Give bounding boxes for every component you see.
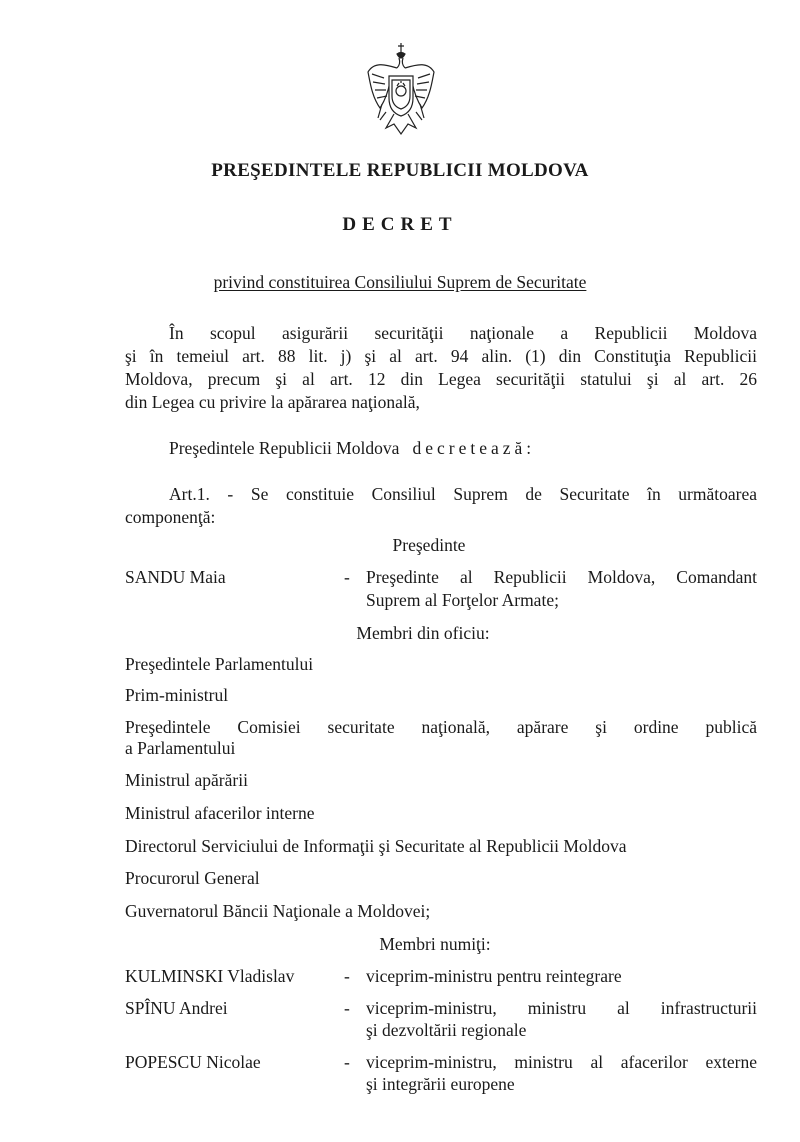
decree-word: decretează: bbox=[412, 438, 536, 458]
member-role: şi dezvoltării regionale bbox=[366, 1020, 527, 1040]
preamble-line: din Legea cu privire la apărarea naţională, bbox=[125, 392, 420, 412]
member-name: POPESCU Nicolae bbox=[125, 1052, 261, 1072]
decree-statement bbox=[169, 438, 535, 459]
ex-officio-heading-text: Membri din oficiu: bbox=[356, 623, 490, 643]
list-item: Preşedintele Comisiei securitate naţională, apărare şi ordine publică bbox=[125, 717, 757, 737]
member-role: viceprim-ministru, ministru al infrastructurii bbox=[366, 998, 757, 1018]
president-dash: - bbox=[344, 567, 350, 587]
decree-subject-text: privind constituirea Consiliului Suprem de Securitate bbox=[213, 272, 587, 292]
appointed-heading-text: Membri numiţi: bbox=[379, 934, 491, 954]
list-item: Preşedintele Parlamentului bbox=[125, 654, 314, 674]
document-type-heading: DECRET bbox=[342, 214, 458, 235]
preamble-line: şi în temeiul art. 88 lit. j) şi al art. 94 alin. (1) din Constituţia Republicii bbox=[125, 346, 757, 366]
list-item: a Parlamentului bbox=[125, 738, 236, 758]
moldova-coat-of-arms-icon bbox=[364, 42, 438, 138]
list-item: Prim-ministrul bbox=[125, 685, 229, 705]
member-dash: - bbox=[344, 966, 350, 986]
member-name: SPÎNU Andrei bbox=[125, 998, 228, 1018]
member-dash: - bbox=[344, 998, 350, 1018]
list-item: Ministrul afacerilor interne bbox=[125, 803, 315, 823]
president-heading bbox=[125, 535, 757, 556]
president-role: Suprem al Forţelor Armate; bbox=[366, 590, 559, 610]
list-item: Procurorul General bbox=[125, 868, 260, 888]
member-role: şi integrării europene bbox=[366, 1074, 515, 1094]
member-name: KULMINSKI Vladislav bbox=[125, 966, 295, 986]
appointed-heading bbox=[125, 934, 757, 955]
preamble-line: Moldova, precum şi al art. 12 din Legea securităţii statului şi al art. 26 bbox=[125, 369, 757, 389]
issuer-title: PREŞEDINTELE REPUBLICII MOLDOVA bbox=[211, 160, 589, 181]
member-dash: - bbox=[344, 1052, 350, 1072]
president-name: SANDU Maia bbox=[125, 567, 226, 587]
decree-subject bbox=[0, 272, 800, 293]
member-role: viceprim-ministru pentru reintegrare bbox=[366, 966, 622, 986]
president-role: Preşedinte al Republicii Moldova, Comandant bbox=[366, 567, 757, 587]
list-item: Ministrul apărării bbox=[125, 770, 248, 790]
ex-officio-heading bbox=[125, 623, 757, 644]
president-heading-text: Preşedinte bbox=[392, 535, 466, 555]
preamble-line: În scopul asigurării securităţii naţionale a Republicii Moldova bbox=[169, 323, 757, 343]
member-role: viceprim-ministru, ministru al afacerilor externe bbox=[366, 1052, 757, 1072]
list-item: Directorul Serviciului de Informaţii şi Securitate al Republicii Moldova bbox=[125, 836, 627, 856]
article-1-line: componenţă: bbox=[125, 507, 216, 527]
article-1-line: Art.1. - Se constituie Consiliul Suprem de Securitate în următoarea bbox=[169, 484, 757, 504]
list-item: Guvernatorul Băncii Naţionale a Moldovei; bbox=[125, 901, 431, 921]
decree-issuer: Preşedintele Republicii Moldova bbox=[169, 438, 400, 458]
